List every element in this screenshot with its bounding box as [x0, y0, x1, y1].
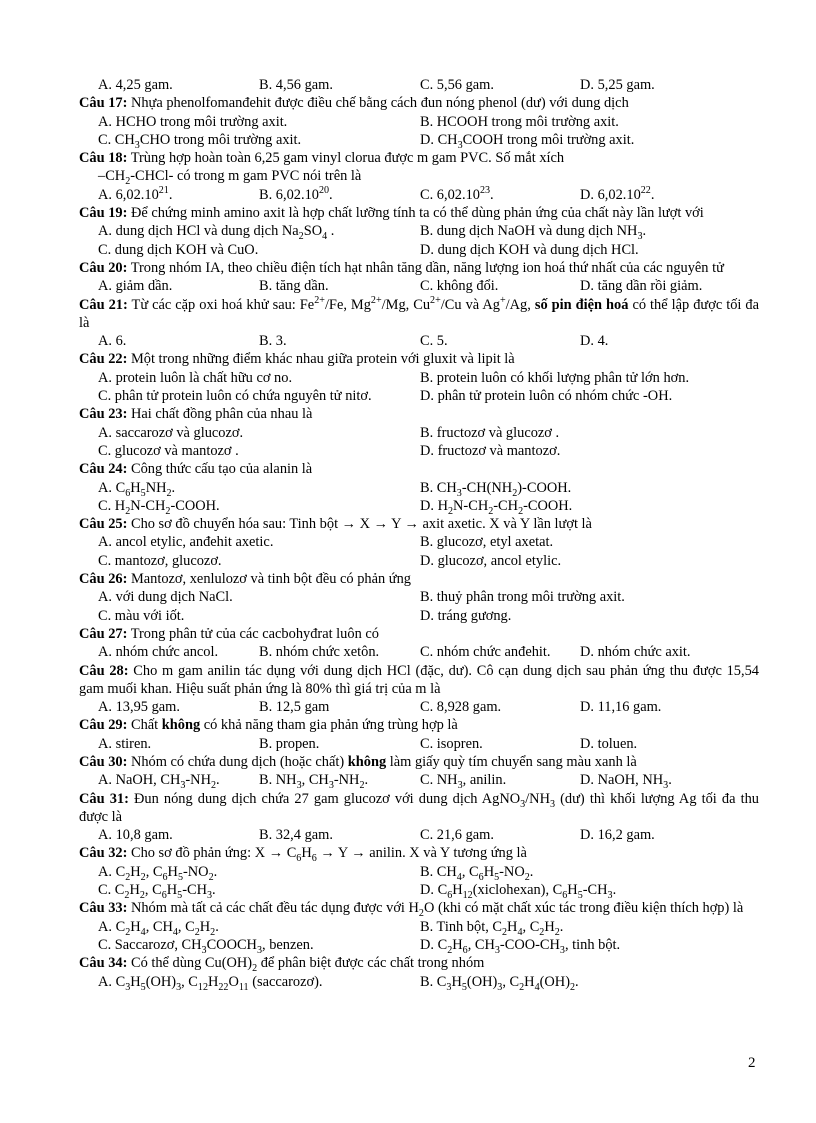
- q23-options-row1: [79, 424, 759, 442]
- q27-stem: [79, 625, 759, 643]
- q16-option-b: B. 4,56 gam.: [259, 77, 333, 93]
- q22-label: Câu 22:: [79, 351, 128, 368]
- q19-options-row2: [79, 241, 759, 259]
- q27-option-a: A. nhóm chức ancol.: [98, 644, 219, 661]
- q21-option-a: A. 6.: [98, 333, 127, 350]
- q26-option-a: A. với dung dịch NaCl.: [98, 589, 233, 606]
- q17-option-a: A. HCHO trong môi trường axit.: [98, 113, 288, 130]
- q31-options: [79, 826, 759, 844]
- q25-option-d: D. glucozơ, ancol etylic.: [420, 552, 562, 569]
- q19-label: Câu 19:: [79, 205, 128, 222]
- q23-label: Câu 23:: [79, 406, 128, 423]
- q24-options-row1: [79, 479, 759, 497]
- q33-label: Câu 33:: [79, 900, 128, 917]
- q30-emphasis: không: [347, 753, 387, 770]
- q19-option-a: A. dung dịch HCl và dung dịch $Na_2SO_4$ .: [98, 223, 335, 243]
- q22-stem: [79, 350, 759, 368]
- q16-options: [79, 76, 759, 94]
- q20-option-a: A. giảm dần.: [98, 278, 173, 295]
- q31-option-a: A. 10,8 gam.: [98, 827, 173, 844]
- q23-options-row2: [79, 442, 759, 460]
- q33-option-a: A. $C_2H_4$, $CH_4$, $C_2H_2$.: [98, 918, 219, 938]
- q20-option-d: D. tăng dần rồi giảm.: [580, 278, 703, 295]
- q32-option-c: C. $C_2H_2$, $C_6H_5-CH_3$.: [98, 882, 216, 901]
- q22-options-row1: [79, 369, 759, 387]
- q30-label: Câu 30:: [79, 753, 128, 770]
- q29-option-b: B. propen.: [259, 735, 320, 752]
- q25-label: Câu 25:: [79, 516, 128, 533]
- q30-stem: Câu 30: Nhóm có chứa dung dịch (hoặc chất) không làm giấy quỳ tím chuyển sang màu xanh là: [79, 753, 637, 770]
- q28-option-d: D. 11,16 gam.: [580, 699, 662, 716]
- q17-label: Câu 17:: [79, 95, 128, 112]
- q28-stem: [79, 662, 759, 699]
- q23-option-a: A. saccarozơ và glucozơ.: [98, 424, 244, 441]
- q16-option-c: C. 5,56 gam.: [420, 77, 494, 93]
- q17-option-c: C. $CH_3CHO$ trong môi trường axit.: [98, 131, 302, 151]
- q34-stem: Câu 34: Có thể dùng $Cu(OH)_2$ để phân biệt được các chất trong nhóm: [79, 955, 485, 975]
- q18-stem-line2: $-CH_2-CHCl-$ có trong m gam PVC nói trên là: [98, 168, 362, 188]
- q33-options-row2: [79, 936, 759, 954]
- q32-option-a: A. $C_2H_2$, $C_6H_5-NO_2$.: [98, 863, 218, 883]
- q32-option-d: D. $C_6H_{12}(xiclohexan)$, $C_6H_5-CH_3$.: [420, 882, 617, 901]
- q21-options: [79, 332, 759, 350]
- q21-option-b: B. 3.: [259, 333, 287, 350]
- exam-page: [79, 76, 759, 991]
- q25-option-a: A. ancol etylic, anđehit axetic.: [98, 534, 274, 551]
- q28-option-b: B. 12,5 gam: [259, 699, 330, 716]
- q17-text: Nhựa phenolfomanđehit được điều chế bằng cách đun nóng phenol (dư) với dung dịch: [127, 95, 629, 112]
- q17-option-d: D. $CH_3COOH$ trong môi trường axit.: [420, 131, 635, 151]
- q30-option-c: C. $NH_3$, anilin.: [420, 772, 507, 792]
- q19-stem: [79, 204, 759, 222]
- q29-option-d: D. toluen.: [580, 735, 638, 752]
- q19-option-b: B. dung dịch NaOH và dung dịch $NH_3$.: [420, 223, 647, 243]
- q32-label: Câu 32:: [79, 845, 128, 862]
- q33-option-d: D. $C_2H_6$, $CH_3-COO-CH_3$, tinh bột.: [420, 936, 621, 956]
- q33-option-b: B. Tinh bột, $C_2H_4$, $C_2H_2$.: [420, 918, 564, 938]
- q33-stem: Câu 33: Nhóm mà tất cả các chất đều tác dụng được với $H_2O$ (khi có mặt chất xúc tác trong điều kiện thích hợp) là: [79, 900, 744, 920]
- q22-option-c: C. phân tử protein luôn có chứa nguyên tử nitơ.: [98, 388, 372, 405]
- q32-options-row1: [79, 863, 759, 881]
- q16-option-d: D. 5,25 gam.: [580, 77, 655, 93]
- q31-stem: Câu 31: Đun nóng dung dịch chứa 27 gam glucozơ với dung dịch $AgNO_3/NH_3$ (dư) thì khối lượng Ag tối đa thu được là: [79, 790, 759, 825]
- q21-option-c: C. 5.: [420, 333, 448, 350]
- q30-options: [79, 771, 759, 792]
- q22-options-row2: [79, 387, 759, 405]
- q29-stem: Câu 29: Chất không có khả năng tham gia phản ứng trùng hợp là: [79, 717, 458, 734]
- q30-option-d: D. NaOH, $NH_3$.: [580, 772, 672, 792]
- q34-option-b: B. $C_3H_5(OH)_3$, $C_2H_4(OH)_2$.: [420, 973, 579, 993]
- q23-option-d: D. fructozơ và mantozơ.: [420, 442, 561, 459]
- q19-option-c: C. dung dịch KOH và CuO.: [98, 241, 259, 258]
- q29-option-a: A. stiren.: [98, 735, 152, 752]
- q28-options: [79, 698, 759, 716]
- q28-option-c: C. 8,928 gam.: [420, 699, 502, 716]
- q34-option-a: A. $C_3H_5(OH)_3$, $C_{12}H_{22}O_{11}$ (saccarozơ).: [98, 973, 323, 993]
- q21-stem: Câu 21: Từ các cặp oxi hoá khử sau: $Fe^{2+}/Fe$, $Mg^{2+}/Mg$, $Cu^{2+}/Cu$ và Ag+/Ag, số pin điện hoá có thể lập được tối đa là: [79, 294, 759, 331]
- q18-options: [79, 186, 759, 204]
- q27-options: [79, 643, 759, 661]
- q18-option-b: B. 6,02.10$^{20}$.: [259, 184, 333, 203]
- q26-text: Mantozơ, xenlulozơ và tinh bột đều có phản ứng: [127, 571, 411, 588]
- q28-label: Câu 28:: [79, 662, 129, 679]
- q24-text: Công thức cấu tạo của alanin là: [127, 461, 313, 478]
- q28-option-a: A. 13,95 gam.: [98, 699, 180, 716]
- q28-text: Cho m gam anilin tác dụng với dung dịch HCl (đặc, dư). Cô cạn dung dịch sau phản ứng thu được 15,54 gam muối khan. Hiệu suất phản ứng là 80% thì giá trị của m là: [79, 662, 759, 697]
- q24-stem: [79, 460, 759, 478]
- q18-label: Câu 18:: [79, 150, 128, 167]
- q24-option-a: A. $C_6H_5NH_2$.: [98, 479, 176, 499]
- q31-option-c: C. 21,6 gam.: [420, 827, 494, 844]
- q29-emphasis: không: [161, 717, 201, 734]
- q20-options: [79, 277, 759, 295]
- q24-option-b: B. $CH_3-CH(NH_2)$-COOH.: [420, 479, 572, 499]
- q27-option-d: D. nhóm chức axit.: [580, 644, 691, 661]
- q27-text: Trong phân tử của các cacbohyđrat luôn có: [127, 625, 379, 642]
- q21-option-d: D. 4.: [580, 333, 609, 350]
- q20-option-b: B. tăng dần.: [259, 278, 329, 295]
- q24-option-d: D. $H_2N-CH_2-CH_2$-COOH.: [420, 497, 573, 517]
- q20-text: Trong nhóm IA, theo chiều điện tích hạt nhân tăng dần, năng lượng ion hoá thứ nhất của các nguyên tử: [127, 259, 724, 276]
- q20-stem: [79, 259, 759, 277]
- q25-options-row1: [79, 533, 759, 551]
- q16-option-a: A. 4,25 gam.: [98, 77, 173, 93]
- q26-options-row2: [79, 607, 759, 625]
- q32-stem: Câu 32: Cho sơ đồ phản ứng: $X \to C_6H_6 \to Y$ → anilin. X và Y tương ứng là: [79, 845, 527, 865]
- q24-label: Câu 24:: [79, 461, 128, 478]
- q17-options-row1: [79, 113, 759, 131]
- q29-label: Câu 29:: [79, 717, 128, 734]
- q22-option-d: D. phân tử protein luôn có nhóm chức -OH.: [420, 388, 673, 405]
- q29-options: [79, 735, 759, 753]
- q32-option-b: B. $CH_4$, $C_6H_5-NO_2$.: [420, 863, 534, 883]
- q33-options-row1: [79, 918, 759, 936]
- q25-text: Cho sơ đồ chuyển hóa sau: Tinh bột → X → Y → axit axetic. X và Y lần lượt là: [127, 516, 592, 533]
- q23-option-b: B. fructozơ và glucozơ .: [420, 424, 560, 441]
- q26-option-d: D. tráng gương.: [420, 607, 512, 624]
- q26-option-c: C. màu với iốt.: [98, 607, 185, 624]
- q17-option-b: B. HCOOH trong môi trường axit.: [420, 113, 619, 130]
- q23-stem: [79, 405, 759, 423]
- q26-option-b: B. thuỷ phân trong môi trường axit.: [420, 589, 625, 606]
- q17-options-row2: [79, 131, 759, 149]
- q22-option-b: B. protein luôn có khối lượng phân tử lớn hơn.: [420, 369, 690, 386]
- q19-options-row1: [79, 222, 759, 243]
- q29-option-c: C. isopren.: [420, 735, 483, 752]
- q25-options-row2: [79, 552, 759, 570]
- q20-label: Câu 20:: [79, 259, 128, 276]
- q26-options-row1: [79, 588, 759, 606]
- q31-option-d: D. 16,2 gam.: [580, 827, 655, 844]
- q20-option-c: C. không đổi.: [420, 278, 499, 295]
- q33-option-c: C. Saccarozơ, $CH_3COOCH_3$, benzen.: [98, 936, 314, 956]
- q26-label: Câu 26:: [79, 571, 128, 588]
- q18-option-a: A. 6,02.10$^{21}$.: [98, 184, 173, 203]
- q17-stem: [79, 94, 759, 112]
- q25-stem: [79, 515, 759, 533]
- q31-option-b: B. 32,4 gam.: [259, 827, 333, 844]
- q27-option-c: C. nhóm chức anđehit.: [420, 644, 551, 661]
- q18-text: Trùng hợp hoàn toàn 6,25 gam vinyl clorua được m gam PVC. Số mắt xích: [127, 150, 565, 167]
- q27-label: Câu 27:: [79, 625, 128, 642]
- q19-text: Để chứng minh amino axit là hợp chất lưỡng tính ta có thể dùng phản ứng của chất này lần lượt với: [127, 205, 704, 222]
- q21-label: Câu 21:: [79, 296, 128, 313]
- q24-options-row2: [79, 497, 759, 515]
- q23-option-c: C. glucozơ và mantozơ .: [98, 442, 239, 459]
- q19-option-d: D. dung dịch KOH và dung dịch HCl.: [420, 241, 639, 258]
- q23-text: Hai chất đồng phân của nhau là: [127, 406, 313, 423]
- q22-option-a: A. protein luôn là chất hữu cơ no.: [98, 369, 293, 386]
- q26-stem: [79, 570, 759, 588]
- q34-label: Câu 34:: [79, 955, 128, 972]
- q34-options-row1: [79, 973, 759, 991]
- q18-stem: [79, 149, 759, 167]
- q25-option-b: B. glucozơ, etyl axetat.: [420, 534, 554, 551]
- q18-option-c: C. 6,02.10$^{23}$.: [420, 184, 494, 203]
- q30-option-b: B. $NH_3$, $CH_3-NH_2$.: [259, 772, 369, 792]
- q24-option-c: C. $H_2N-CH_2$-COOH.: [98, 497, 220, 517]
- q32-options-row2: [79, 881, 759, 899]
- page-number: 2: [748, 1055, 756, 1071]
- q30-option-a: A. NaOH, $CH_3-NH_2$.: [98, 772, 220, 792]
- q18-option-d: D. 6,02.10$^{22}$.: [580, 184, 655, 203]
- q27-option-b: B. nhóm chức xetôn.: [259, 644, 380, 661]
- q25-option-c: C. mantozơ, glucozơ.: [98, 552, 222, 569]
- q21-emphasis: số pin điện hoá: [534, 296, 629, 313]
- q31-label: Câu 31:: [79, 790, 129, 807]
- q22-text: Một trong những điểm khác nhau giữa protein với gluxit và lipit là: [127, 351, 515, 368]
